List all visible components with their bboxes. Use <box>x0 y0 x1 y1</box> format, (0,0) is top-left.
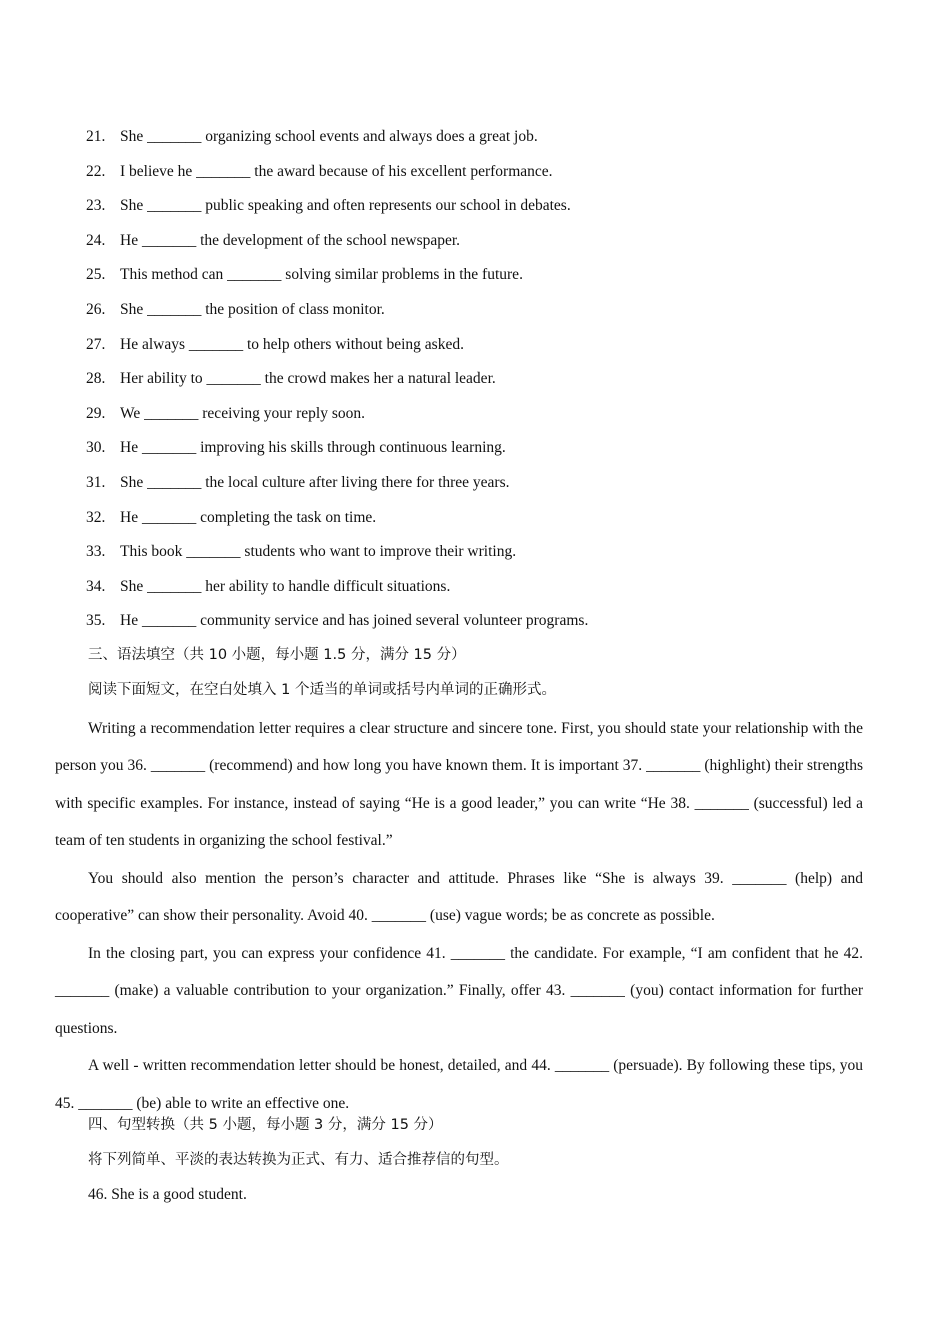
question-text: This method can _______ solving similar problems in the future. <box>120 266 523 284</box>
question-text: I believe he _______ the award because of his excellent performance. <box>120 162 553 180</box>
question-number: 24. <box>86 231 106 249</box>
question-text: He always _______ to help others without being asked. <box>120 335 464 353</box>
question-item <box>86 193 866 228</box>
question-item <box>86 435 866 470</box>
question-number: 46. <box>88 1185 108 1203</box>
section-4-instruction: 将下列简单、平淡的表达转换为正式、有力、适合推荐信的句型。 <box>88 1152 509 1168</box>
passage-paragraph-2: You should also mention the person’s character and attitude. Phrases like “She is always 39. _______ (help) and cooperative” can show their personality. Avoid 40. _______ (use) vague words; be as concrete as possible. <box>55 869 863 925</box>
section-4-sentence-transform <box>55 1112 863 1208</box>
question-item <box>86 262 866 297</box>
question-text: He _______ improving his skills through continuous learning. <box>120 439 506 457</box>
question-number: 25. <box>86 266 106 284</box>
question-text: He _______ community service and has joined several volunteer programs. <box>120 612 589 630</box>
question-item <box>86 124 866 159</box>
question-text: He _______ the development of the school newspaper. <box>120 231 461 249</box>
passage-paragraph-4: A well - written recommendation letter should be honest, detailed, and 44. _______ (persuade). By following these tips, you 45. _______ (be) able to write an effective one. <box>55 1057 863 1112</box>
section-4-heading: 四、句型转换（共 5 小题，每小题 3 分，满分 15 分） <box>88 1117 443 1133</box>
question-item <box>86 228 866 263</box>
question-number: 22. <box>86 162 106 180</box>
question-number: 26. <box>86 300 106 318</box>
question-text: We _______ receiving your reply soon. <box>120 404 365 422</box>
question-item <box>86 332 866 367</box>
question-number: 33. <box>86 543 106 561</box>
question-number: 29. <box>86 404 106 422</box>
question-item <box>86 539 866 574</box>
question-item <box>86 159 866 194</box>
passage-paragraph-1: Writing a recommendation letter requires a clear structure and sincere tone. First, you should state your relationship with the person you 36. _______ (recommend) and how long you have known them. It is important 37. _______ (highlight) their strengths with specific examples. For instance, instead of saying “He is a good leader,” you can write “He 38. _______ (successful) led a team of ten students in organizing the school festival.” <box>55 719 863 850</box>
question-number: 28. <box>86 370 106 388</box>
question-text: She _______ public speaking and often represents our school in debates. <box>120 197 571 215</box>
question-number: 21. <box>86 128 106 145</box>
question-number: 34. <box>86 577 106 595</box>
question-text: Her ability to _______ the crowd makes her a natural leader. <box>120 370 496 388</box>
passage-paragraph-3: In the closing part, you can express your confidence 41. _______ the candidate. For example, “I am confident that he 42. _______ (make) a valuable contribution to your organization.” Finally, offer 43. _______ (you) contact information for further questions. <box>55 944 863 1037</box>
question-text: She _______ her ability to handle difficult situations. <box>120 577 451 595</box>
section-3-heading: 三、语法填空（共 10 小题，每小题 1.5 分，满分 15 分） <box>88 647 466 663</box>
question-item <box>86 608 866 643</box>
question-text: He _______ completing the task on time. <box>120 508 377 526</box>
question-number: 27. <box>86 335 106 353</box>
question-number: 30. <box>86 439 106 457</box>
question-text: This book _______ students who want to improve their writing. <box>120 543 517 561</box>
question-text: She _______ organizing school events and always does a great job. <box>120 128 538 145</box>
question-item <box>86 505 866 540</box>
question-item <box>86 574 866 609</box>
question-item <box>86 297 866 332</box>
section-3-instruction: 阅读下面短文，在空白处填入 1 个适当的单词或括号内单词的正确形式。 <box>88 681 556 698</box>
question-number: 31. <box>86 473 106 491</box>
question-item <box>86 366 866 401</box>
question-text: She _______ the position of class monitor. <box>120 300 385 318</box>
section-3-grammar-fill <box>55 642 863 1122</box>
question-46 <box>55 1182 863 1208</box>
question-item <box>86 401 866 436</box>
question-list-21-35 <box>86 124 866 643</box>
question-number: 32. <box>86 508 106 526</box>
question-number: 23. <box>86 197 106 215</box>
question-item <box>86 470 866 505</box>
question-text: She is a good student. <box>111 1185 247 1203</box>
question-text: She _______ the local culture after living there for three years. <box>120 473 510 491</box>
question-number: 35. <box>86 612 106 630</box>
